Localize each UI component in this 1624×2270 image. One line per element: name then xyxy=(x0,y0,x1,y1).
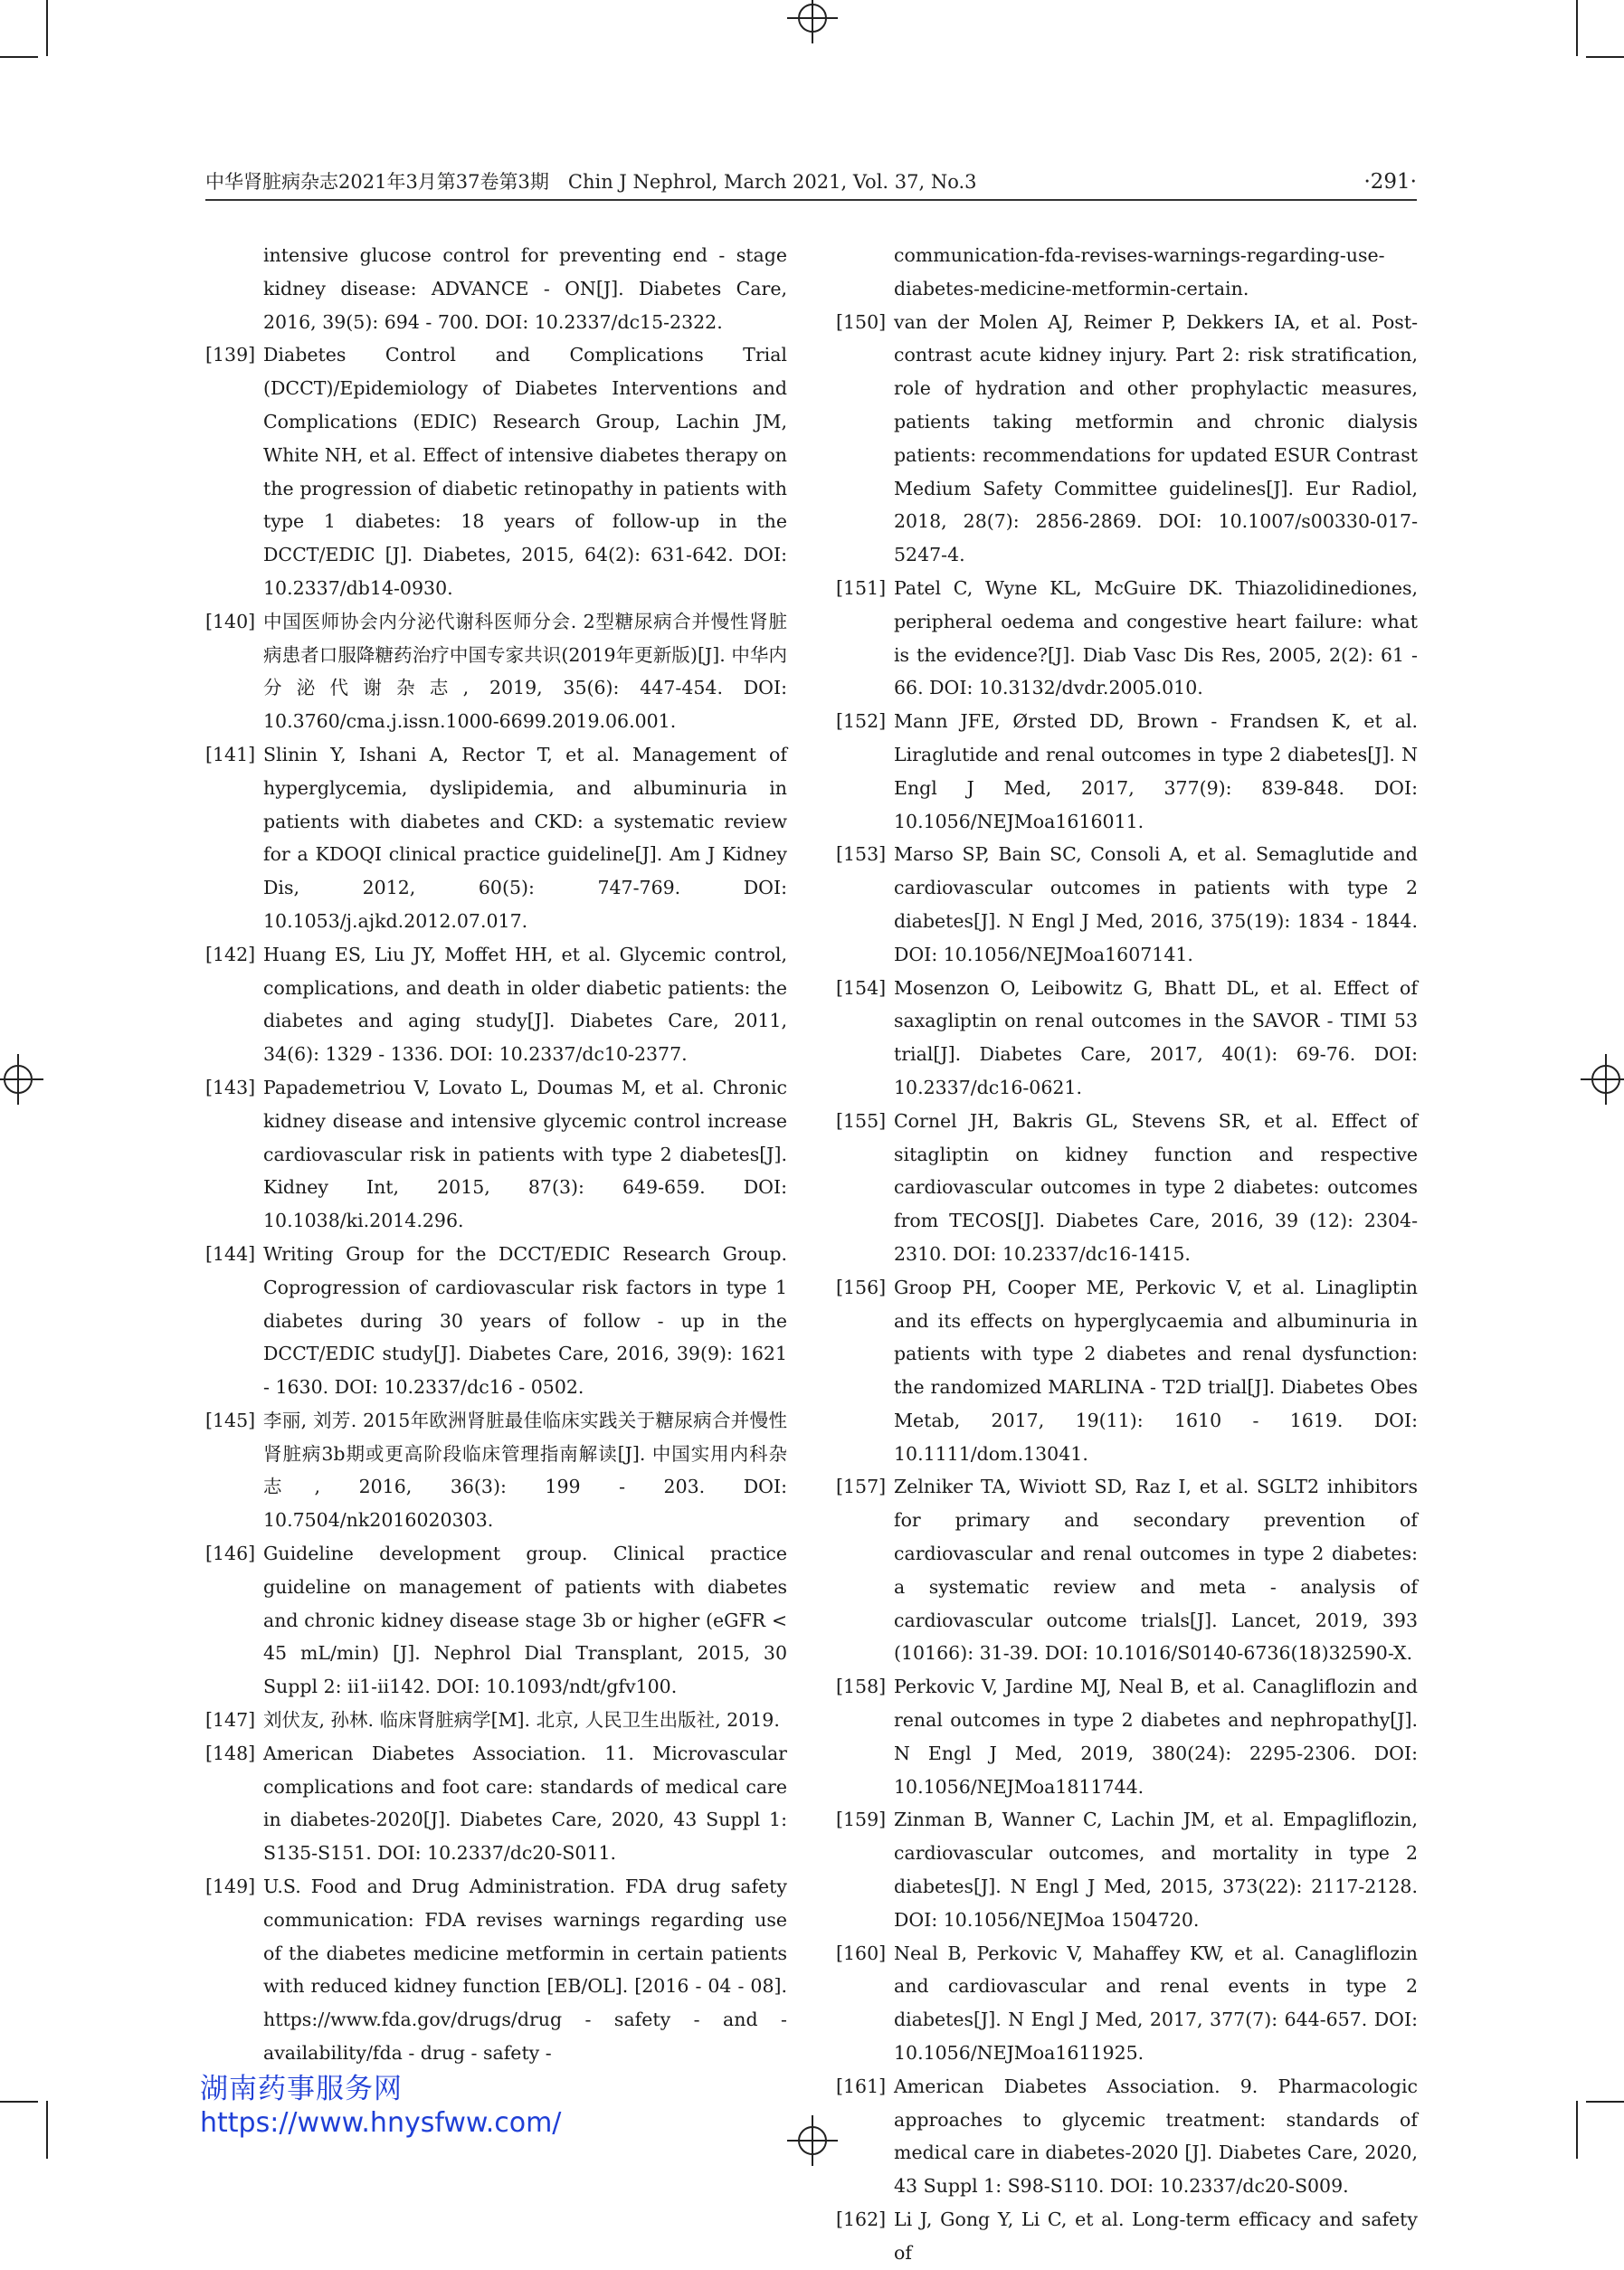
reference-text: American Diabetes Association. 9. Pharmacologic approaches to glycemic treatment: standards of medical care in diabetes-2020 [J]. Diabetes Care, 2020, 43 Suppl 1: S98-S110. DOI: 10.2337/dc20-S009. xyxy=(894,2075,1418,2198)
reference-entry xyxy=(205,338,787,604)
reference-number: [144] xyxy=(205,1242,256,1265)
reference-text: Patel C, Wyne KL, McGuire DK. Thiazolidinediones, peripheral oedema and congestive heart failure: what is the evidence?[J]. Diab Vasc Dis Res, 2005, 2(2): 61 - 66. DOI: 10.3132/dvdr.2005.010. xyxy=(894,576,1418,699)
reference-entry xyxy=(205,605,787,738)
reference-entry xyxy=(836,2203,1418,2270)
crop-mark xyxy=(1576,2101,1578,2159)
reference-number: [142] xyxy=(205,943,256,965)
reference-number: [150] xyxy=(836,310,887,333)
reference-text: American Diabetes Association. 11. Microvascular complications and foot care: standards of medical care in diabetes-2020[J]. Diabetes Care, 2020, 43 Suppl 1: S135-S151. DOI: 10.2337/dc20-S011. xyxy=(263,1742,787,1865)
crop-mark xyxy=(46,0,48,56)
reference-number: [148] xyxy=(205,1742,256,1764)
reference-entry xyxy=(205,1870,787,2070)
reference-text: 中国医师协会内分泌代谢科医师分会. 2型糖尿病合并慢性肾脏病患者口服降糖药治疗中国专家共识(2019年更新版)[J]. 中华内分泌代谢杂志, 2019, 35(6): 447-454. DOI: 10.3760/cma.j.issn.1000-6699.2019.06.001. xyxy=(263,610,787,733)
reference-number: [154] xyxy=(836,976,887,999)
header-rule xyxy=(205,199,1417,201)
reference-text: Huang ES, Liu JY, Moffet HH, et al. Glycemic control, complications, and death in older diabetic patients: the diabetes and aging study[J]. Diabetes Care, 2011, 34(6): 1329 - 1336. DOI: 10.2337/dc10-2377. xyxy=(263,943,787,1066)
reference-number: [159] xyxy=(836,1809,887,1831)
registration-mark-icon xyxy=(787,0,838,43)
reference-entry xyxy=(836,1271,1418,1471)
reference-text: Zinman B, Wanner C, Lachin JM, et al. Empagliflozin, cardiovascular outcomes, and mortality in type 2 diabetes[J]. N Engl J Med, 2015, 373(22): 2117-2128. DOI: 10.1056/NEJMoa 1504720. xyxy=(894,1809,1418,1931)
crop-mark xyxy=(1576,0,1578,56)
reference-entry xyxy=(836,572,1418,705)
reference-entry xyxy=(836,1803,1418,1936)
reference-number: [140] xyxy=(205,610,256,632)
reference-entry xyxy=(205,1404,787,1537)
watermark-site-name: 湖南药事服务网 xyxy=(200,2073,403,2105)
reference-text: Perkovic V, Jardine MJ, Neal B, et al. Canagliflozin and renal outcomes in type 2 diabetes and nephropathy[J]. N Engl J Med, 2019, 380(24): 2295-2306. DOI: 10.1056/NEJMoa1811744. xyxy=(894,1676,1418,1798)
reference-entry xyxy=(836,2070,1418,2203)
reference-entry xyxy=(205,738,787,938)
reference-text: Papademetriou V, Lovato L, Doumas M, et al. Chronic kidney disease and intensive glycemic control increase cardiovascular risk in patients with type 2 diabetes[J]. Kidney Int, 2015, 87(3): 649-659. DOI: 10.1038/ki.2014.296. xyxy=(263,1076,787,1232)
reference-entry xyxy=(205,1238,787,1404)
running-header xyxy=(205,166,1417,198)
reference-number: [147] xyxy=(205,1709,256,1732)
reference-number: [152] xyxy=(836,710,887,733)
reference-text: Guideline development group. Clinical practice guideline on management of patients with diabetes and chronic kidney disease stage 3b or higher (eGFR < 45 mL/min) [J]. Nephrol Dial Transplant, 2015, 30 Suppl 2: ii1-ii142. DOI: 10.1093/ndt/gfv100. xyxy=(263,1543,787,1698)
page-number: ·291· xyxy=(1363,170,1417,194)
reference-number: [158] xyxy=(836,1676,887,1698)
reference-text: 李丽, 刘芳. 2015年欧洲肾脏最佳临床实践关于糖尿病合并慢性肾脏病3b期或更高阶段临床管理指南解读[J]. 中国实用内科杂志, 2016, 36(3): 199 - 203. DOI: 10.7504/nk2016020303. xyxy=(263,1409,787,1532)
crop-mark xyxy=(0,2101,38,2103)
reference-entry xyxy=(205,239,787,338)
crop-mark xyxy=(0,56,38,58)
reference-number: [145] xyxy=(205,1409,256,1431)
left-reference-column xyxy=(205,239,787,2070)
reference-text: Li J, Gong Y, Li C, et al. Long-term efficacy and safety of xyxy=(894,2208,1418,2264)
reference-text: U.S. Food and Drug Administration. FDA drug safety communication: FDA revises warnings regarding use of the diabetes medicine metformin in certain patients with reduced kidney function [EB/OL]. [2016 - 04 - 08]. https://www.fda.gov/drugs/drug - safety - and - availability/fda - drug - safety - xyxy=(263,1876,787,2065)
reference-number: [151] xyxy=(836,576,887,599)
crop-mark xyxy=(46,2101,48,2159)
reference-entry xyxy=(836,838,1418,971)
reference-entry xyxy=(836,1937,1418,2070)
reference-text: intensive glucose control for preventing end - stage kidney disease: ADVANCE - ON[J]. Diabetes Care, 2016, 39(5): 694 - 700. DOI: 10.2337/dc15-2322. xyxy=(263,244,787,333)
reference-entry xyxy=(205,1071,787,1238)
reference-number: [143] xyxy=(205,1076,256,1098)
reference-entry xyxy=(205,1737,787,1870)
reference-text: Mann JFE, Ørsted DD, Brown - Frandsen K, et al. Liraglutide and renal outcomes in type 2 diabetes[J]. N Engl J Med, 2017, 377(9): 839-848. DOI: 10.1056/NEJMoa1616011. xyxy=(894,710,1418,832)
reference-entry xyxy=(836,1670,1418,1803)
reference-text: Zelniker TA, Wiviott SD, Raz I, et al. SGLT2 inhibitors for primary and secondary prevention of cardiovascular and renal outcomes in type 2 diabetes: a systematic review and meta - analysis of cardiovascular outcome trials[J]. Lancet, 2019, 393 (10166): 31-39. DOI: 10.1016/S0140-6736(18)32590-X. xyxy=(894,1476,1418,1665)
reference-text: Diabetes Control and Complications Trial (DCCT)/Epidemiology of Diabetes Interventions and Complications (EDIC) Research Group, Lachin JM, White NH, et al. Effect of intensive diabetes therapy on the progression of diabetic retinopathy in patients with type 1 diabetes: 18 years of follow-up in the DCCT/EDIC [J]. Diabetes, 2015, 64(2): 631-642. DOI: 10.2337/db14-0930. xyxy=(263,344,787,599)
reference-number: [155] xyxy=(836,1109,887,1132)
reference-number: [153] xyxy=(836,843,887,866)
reference-text: Groop PH, Cooper ME, Perkovic V, et al. Linagliptin and its effects on hyperglycaemia and albuminuria in patients with type 2 diabetes and renal dysfunction: the randomized MARLINA - T2D trial[J]. Diabetes Obes Metab, 2017, 19(11): 1610 - 1619. DOI: 10.1111/dom.13041. xyxy=(894,1276,1418,1465)
reference-text: Mosenzon O, Leibowitz G, Bhatt DL, et al. Effect of saxagliptin on renal outcomes in the SAVOR - TIMI 53 trial[J]. Diabetes Care, 2017, 40(1): 69-76. DOI: 10.2337/dc16-0621. xyxy=(894,976,1418,1098)
watermark-url: https://www.hnysfww.com/ xyxy=(200,2107,562,2139)
reference-entry xyxy=(836,1470,1418,1670)
reference-number: [149] xyxy=(205,1876,256,1898)
reference-number: [161] xyxy=(836,2075,887,2097)
watermark xyxy=(200,2072,561,2141)
reference-entry xyxy=(836,972,1418,1105)
reference-text: Marso SP, Bain SC, Consoli A, et al. Semaglutide and cardiovascular outcomes in patients with type 2 diabetes[J]. N Engl J Med, 2016, 375(19): 1834 - 1844. DOI: 10.1056/NEJMoa1607141. xyxy=(894,843,1418,965)
right-reference-column xyxy=(836,239,1418,2270)
reference-entry xyxy=(205,938,787,1071)
registration-mark-icon xyxy=(0,1054,43,1105)
reference-number: [157] xyxy=(836,1476,887,1498)
reference-number: [156] xyxy=(836,1276,887,1298)
reference-text: Cornel JH, Bakris GL, Stevens SR, et al. Effect of sitagliptin on kidney function and respective cardiovascular outcomes in type 2 diabetes: outcomes from TECOS[J]. Diabetes Care, 2016, 39 (12): 2304-2310. DOI: 10.2337/dc16-1415. xyxy=(894,1109,1418,1265)
reference-number: [160] xyxy=(836,1942,887,1964)
crop-mark xyxy=(1586,56,1624,58)
registration-mark-icon xyxy=(1581,1054,1624,1105)
reference-text: van der Molen AJ, Reimer P, Dekkers IA, et al. Post-contrast acute kidney injury. Part 2: risk stratification, role of hydration and other prophylactic measures, patients taking metformin and chronic dialysis patients: recommendations for updated ESUR Contrast Medium Safety Committee guidelines[J]. Eur Radiol, 2018, 28(7): 2856-2869. DOI: 10.1007/s00330-017-5247-4. xyxy=(894,310,1418,566)
reference-entry xyxy=(836,1105,1418,1271)
journal-header: 中华肾脏病杂志2021年3月第37卷第3期 Chin J Nephrol, March 2021, Vol. 37, No.3 xyxy=(205,171,977,193)
reference-text: Writing Group for the DCCT/EDIC Research Group. Coprogression of cardiovascular risk factors in type 1 diabetes during 30 years of follow - up in the DCCT/EDIC study[J]. Diabetes Care, 2016, 39(9): 1621 - 1630. DOI: 10.2337/dc16 - 0502. xyxy=(263,1242,787,1399)
reference-entry xyxy=(836,306,1418,572)
reference-text: Neal B, Perkovic V, Mahaffey KW, et al. Canagliflozin and cardiovascular and renal events in type 2 diabetes[J]. N Engl J Med, 2017, 377(7): 644-657. DOI: 10.1056/NEJMoa1611925. xyxy=(894,1942,1418,2065)
reference-number: [162] xyxy=(836,2208,887,2231)
reference-entry xyxy=(205,1537,787,1704)
reference-entry xyxy=(836,239,1418,306)
reference-text: Slinin Y, Ishani A, Rector T, et al. Management of hyperglycemia, dyslipidemia, and albuminuria in patients with diabetes and CKD: a systematic review for a KDOQI clinical practice guideline[J]. Am J Kidney Dis, 2012, 60(5): 747-769. DOI: 10.1053/j.ajkd.2012.07.017. xyxy=(263,743,787,932)
reference-number: [139] xyxy=(205,344,256,366)
reference-text: communication-fda-revises-warnings-regarding-use-diabetes-medicine-metformin-certain. xyxy=(894,244,1385,299)
reference-number: [141] xyxy=(205,743,256,765)
crop-mark xyxy=(1586,2101,1624,2103)
reference-text: 刘伏友, 孙林. 临床肾脏病学[M]. 北京, 人民卫生出版社, 2019. xyxy=(263,1709,780,1732)
reference-number: [146] xyxy=(205,1543,256,1565)
reference-entry xyxy=(205,1704,787,1737)
reference-entry xyxy=(836,705,1418,838)
